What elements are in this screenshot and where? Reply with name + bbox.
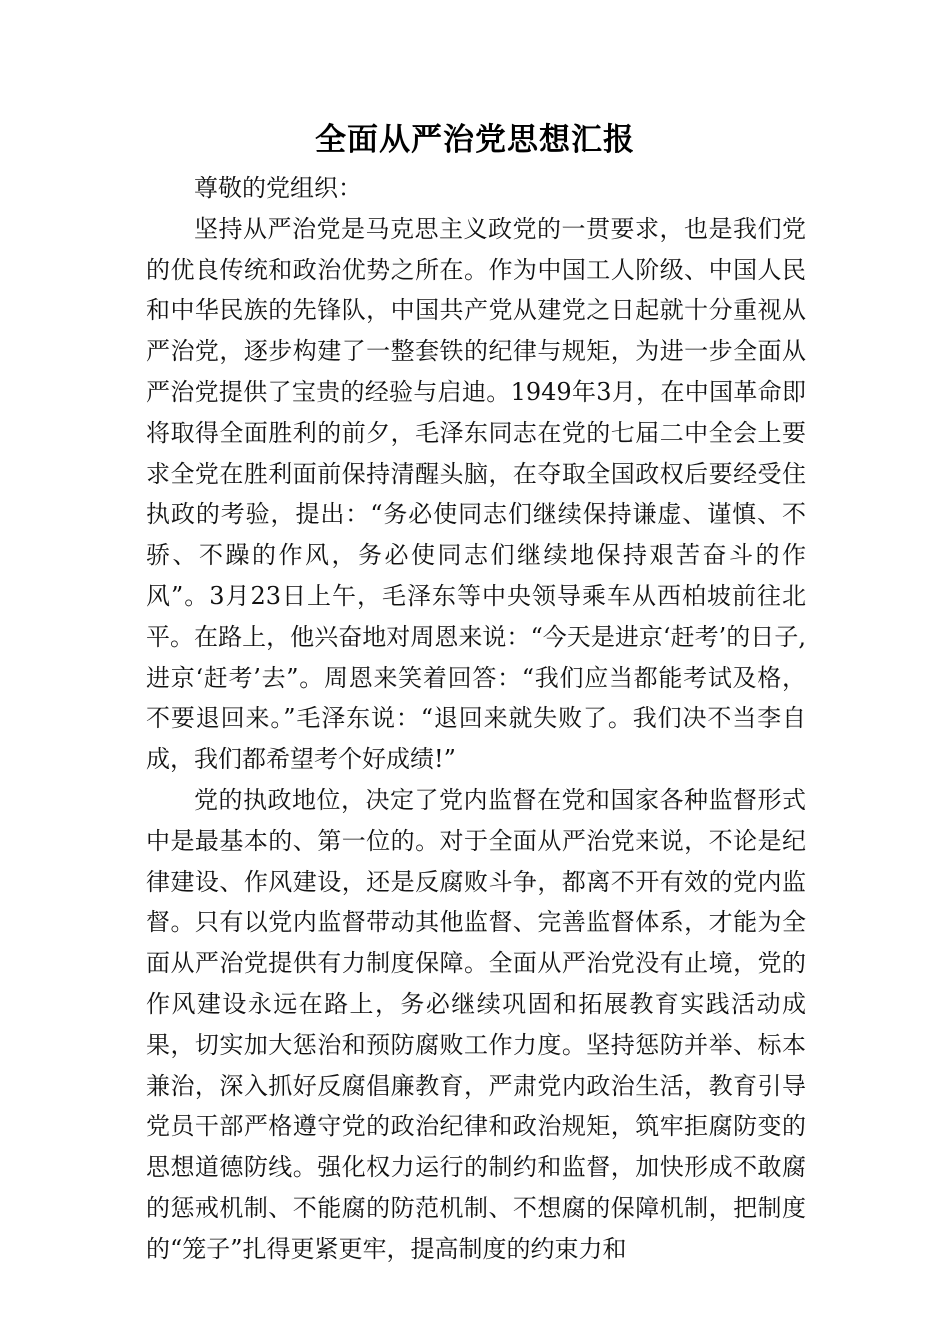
- paragraph-1: 坚持从严治党是马克思主义政党的一贯要求，也是我们党的优良传统和政治优势之所在。作为中国工人阶级、中国人民和中华民族的先锋队，中国共产党从建党之日起就十分重视从严治党，逐步构建了一整套铁的纪律与规矩，为进一步全面从严治党提供了宝贵的经验与启迪。1949年3月，在中国革命即将取得全面胜利的前夕，毛泽东同志在党的七届二中全会上要求全党在胜利面前保持清醒头脑，在夺取全国政权后要经受住执政的考验，提出：“务必使同志们继续保持谦虚、谨慎、不骄、不躁的作风，务必使同志们继续地保持艰苦奋斗的作风”。3月23日上午，毛泽东等中央领导乘车从西柏坡前往北平。在路上，他兴奋地对周恩来说：“今天是进京‘赶考’的日子,进京‘赶考’去”。周恩来笑着回答：“我们应当都能考试及格，不要退回来。”毛泽东说：“退回来就失败了。我们决不当李自成，我们都希望考个好成绩!”: [146, 214, 806, 774]
- paragraph-2: 党的执政地位，决定了党内监督在党和国家各种监督形式中是最基本的、第一位的。对于全面从严治党来说，不论是纪律建设、作风建设，还是反腐败斗争，都离不开有效的党内监督。只有以党内监督带动其他监督、完善监督体系，才能为全面从严治党提供有力制度保障。全面从严治党没有止境，党的作风建设永远在路上，务必继续巩固和拓展教育实践活动成果，切实加大惩治和预防腐败工作力度。坚持惩防并举、标本兼治，深入抓好反腐倡廉教育，严肃党内政治生活，教育引导党员干部严格遵守党的政治纪律和政治规矩，筑牢拒腐防变的思想道德防线。强化权力运行的制约和监督，加快形成不敢腐的惩戒机制、不能腐的防范机制、不想腐的保障机制，把制度的“笼子”扎得更紧更牢，提高制度的约束力和: [146, 785, 806, 1263]
- document-body: [146, 168, 806, 1270]
- document-title: 全面从严治党思想汇报: [315, 122, 635, 158]
- salutation: 尊敬的党组织：: [194, 174, 362, 202]
